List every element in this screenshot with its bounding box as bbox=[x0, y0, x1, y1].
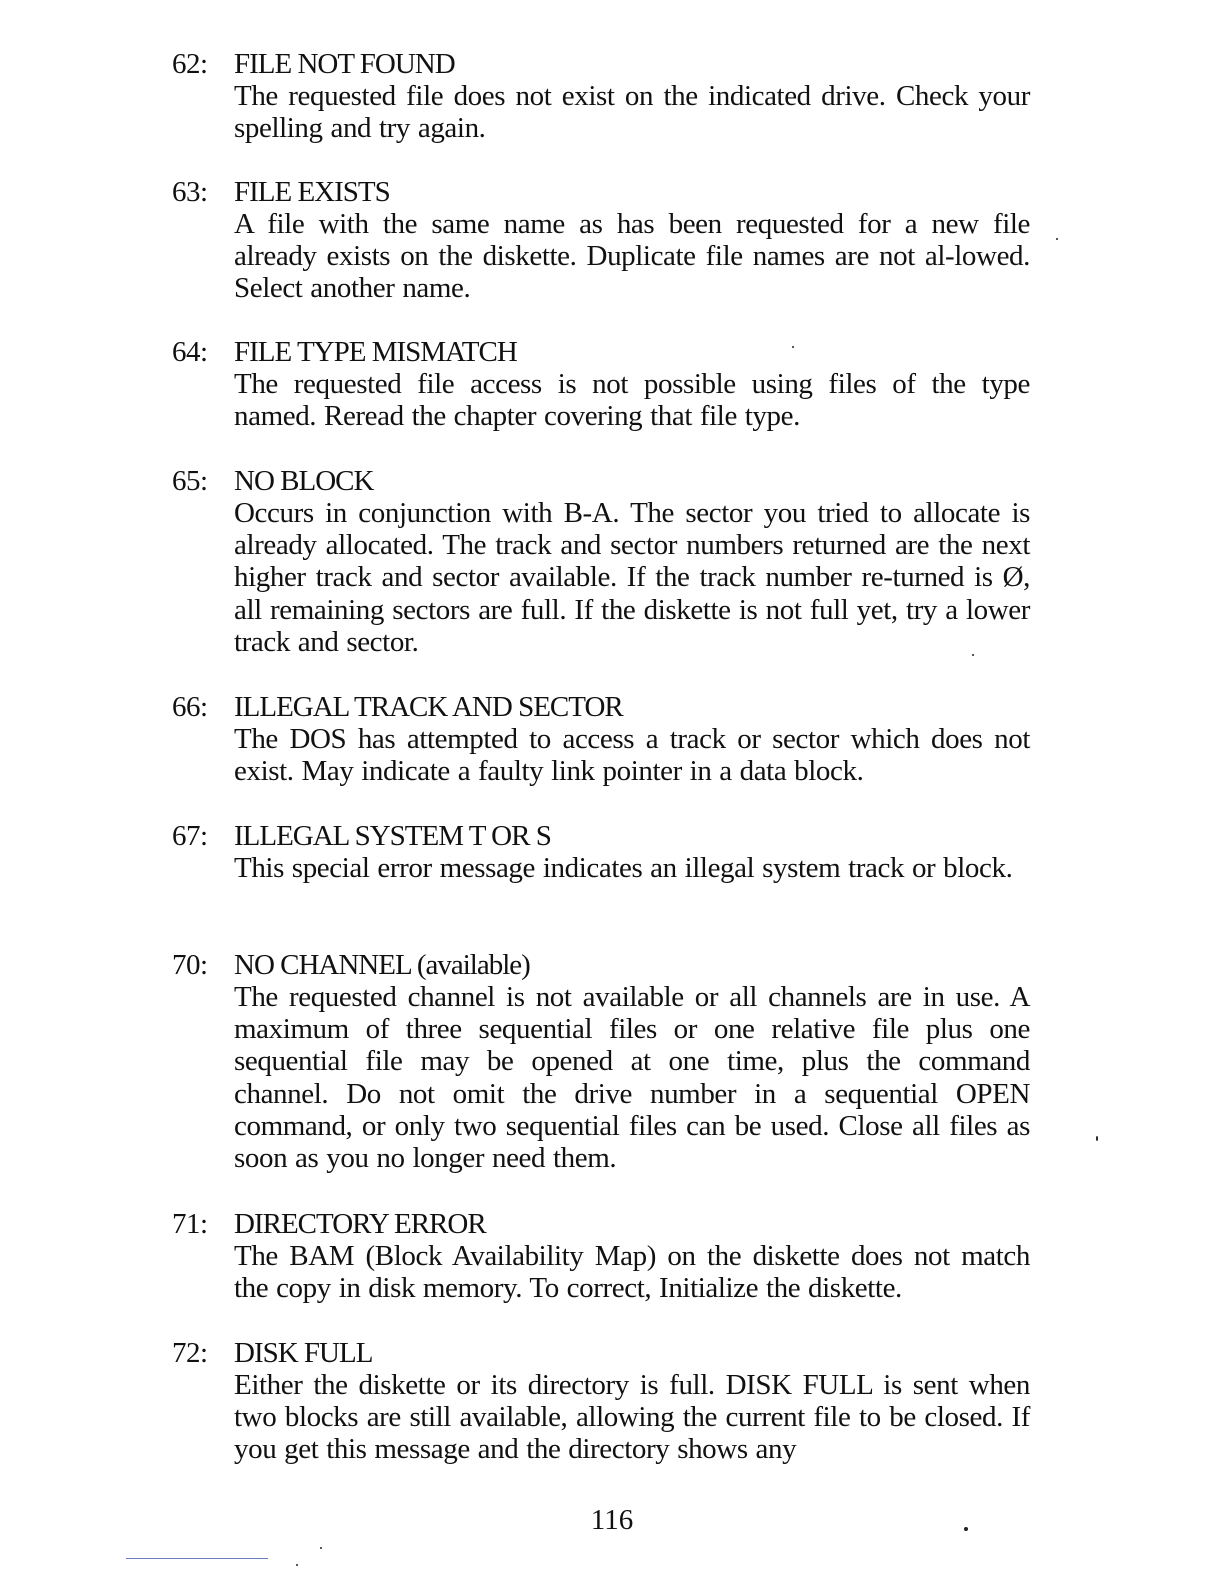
error-title: NO BLOCK bbox=[234, 465, 374, 497]
scan-speck bbox=[320, 1547, 322, 1549]
scan-speck bbox=[1096, 1136, 1098, 1141]
error-description: The BAM (Block Availability Map) on the diskette does not match the copy in disk memory. To correct, Initialize the diskette. bbox=[234, 1240, 1030, 1305]
error-title: NO CHANNEL (available) bbox=[234, 949, 530, 981]
error-description: The requested file does not exist on the indicated drive. Check your spelling and try again. bbox=[234, 80, 1030, 145]
error-title: DISK FULL bbox=[234, 1337, 373, 1369]
error-code: 67: bbox=[172, 820, 208, 852]
error-title: ILLEGAL TRACK AND SECTOR bbox=[234, 691, 623, 723]
scan-speck bbox=[296, 1564, 298, 1566]
error-title: FILE TYPE MISMATCH bbox=[234, 336, 517, 368]
error-title: FILE NOT FOUND bbox=[234, 48, 455, 80]
footer-rule bbox=[126, 1558, 268, 1559]
error-title: FILE EXISTS bbox=[234, 176, 390, 208]
scan-speck bbox=[1056, 238, 1058, 240]
error-description: The DOS has attempted to access a track or sector which does not exist. May indicate a faulty link pointer in a data block. bbox=[234, 723, 1030, 788]
error-title: ILLEGAL SYSTEM T OR S bbox=[234, 820, 551, 852]
error-description: Either the diskette or its directory is full. DISK FULL is sent when two blocks are still available, allowing the current file to be closed. If you get this message and the directory shows any bbox=[234, 1369, 1030, 1466]
scan-speck bbox=[792, 346, 794, 348]
error-code: 63: bbox=[172, 176, 208, 208]
error-description: The requested file access is not possible using files of the type named. Reread the chapter covering that file type. bbox=[234, 368, 1030, 433]
error-title: DIRECTORY ERROR bbox=[234, 1208, 486, 1240]
error-code: 62: bbox=[172, 48, 208, 80]
error-description: Occurs in conjunction with B-A. The sector you tried to allocate is already allocated. The track and sector numbers returned are the next higher track and sector available. If the track number re-turned is Ø, all remaining sectors are full. If the diskette is not full yet, try a lower track and sector. bbox=[234, 497, 1030, 658]
scan-speck bbox=[964, 1527, 968, 1531]
error-description: This special error message indicates an illegal system track or block. bbox=[234, 852, 1013, 884]
error-description: A file with the same name as has been requested for a new file already exists on the diskette. Duplicate file names are not al-lowed. Select another name. bbox=[234, 208, 1030, 305]
error-code: 64: bbox=[172, 336, 208, 368]
error-code: 66: bbox=[172, 691, 208, 723]
page-number: 116 bbox=[590, 1504, 634, 1536]
error-code: 65: bbox=[172, 465, 208, 497]
error-code: 70: bbox=[172, 949, 208, 981]
error-code: 71: bbox=[172, 1208, 208, 1240]
scan-speck bbox=[972, 654, 974, 656]
error-description: The requested channel is not available or all channels are in use. A maximum of three sequential files or one relative file plus one sequential file may be opened at one time, plus the command channel. Do not omit the drive number in a sequential OPEN command, or only two sequential files can be used. Close all files as soon as you no longer need them. bbox=[234, 981, 1030, 1175]
error-code: 72: bbox=[172, 1337, 208, 1369]
